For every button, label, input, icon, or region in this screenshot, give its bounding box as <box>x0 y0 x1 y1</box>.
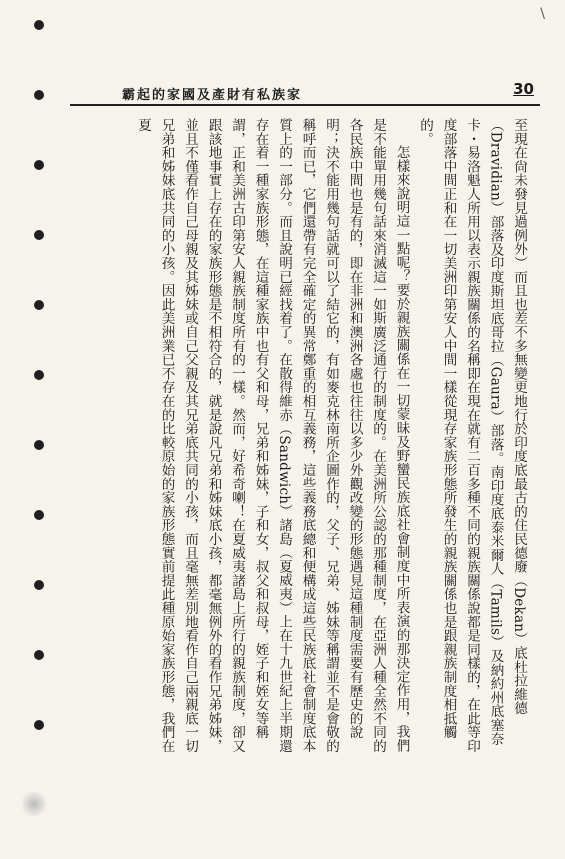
paragraph-2: 怎樣來說明這一點呢？要於親族關係在一切蒙昧及野蠻民族底社會制度中所表演的那決定作用，我們是不能單用幾句話來消滅這一如斯廣泛通行的制度的。在美洲所公認的那種制度，在亞洲人種全然不同的各民族中間也是有的，即在非洲和澳洲各處也往往以多少外觀改變的形態遇見這種制度需要有歷史的說明；決不能用幾句話就可以了結它的，有如麥克林南所企圖作的，父子、兄弟、姊妹等稱謂並不是會敬的稱呼而已，它們還帶有完全確定的異常鄭重的相互義務，這些義務底總和便構成這些民族底社會制度底本質上的一部分。而且說明已經找着了。在散得維赤（Sandwich）諸島（夏威夷）上在十九世紀上半期還存在着一種家族形態，在這種家族中也有父和母，兄弟和姊妹，子和女，叔父和叔母，姪子和姪女等稱謂，正和美洲古印第安人親族制度所有的一樣。然而，好希奇喇！在夏威夷諸島上所行的親族制度，卻又跟該地事實上存在的家族形態是不相符合的，就是說凡兄弟和姊妹底小孩，都毫無例外的看作兄弟姊妹，並且不僅看作自己母親及其姊妹或自己父親及其兄弟底共同的小孩，而且毫無差別地看作自己兩親底一切兄弟和姊妹底共同的小孩。因此美洲業已不存在的比較原始的家族形態實前提此種原始家族形態，我們在夏 <box>135 118 410 753</box>
running-header <box>70 80 540 106</box>
binding-hole <box>34 160 44 170</box>
binding-hole <box>34 20 44 30</box>
body-text <box>70 118 530 758</box>
header-rule <box>70 104 540 106</box>
page-smudge <box>22 789 46 819</box>
binding-hole <box>34 650 44 660</box>
binding-hole <box>34 720 44 730</box>
binding-hole <box>34 90 44 100</box>
binding-hole <box>34 580 44 590</box>
binding-hole <box>34 370 44 380</box>
binding-hole <box>34 440 44 450</box>
binding-hole <box>34 300 44 310</box>
page-number: 30 <box>513 80 534 98</box>
binding-hole <box>34 510 44 520</box>
header-title: 霸起的家國及產財有私族家 <box>122 88 303 103</box>
corner-mark: \ <box>540 6 545 22</box>
paragraph-1: 至現在尙未發見過例外）而且也差不多無變更地行於印度底最古的住民德廢（Dekan）底杜拉維德（Dravidian）部落及印度斯坦底哥拉（Gaura）部落。南印度底泰米爾人（Tamils）及納約州底塞奈卡・易洛魁人所用以表示親族關係的名稱即在現在就有二百多種不同的親族關係說都是同樣的，在此等印度部落中間正和在一切美洲印第安人中間一樣從現存家族形態所發生的親族關係也是跟親族制度相抵觸的。 <box>417 118 527 753</box>
binding-hole <box>34 230 44 240</box>
